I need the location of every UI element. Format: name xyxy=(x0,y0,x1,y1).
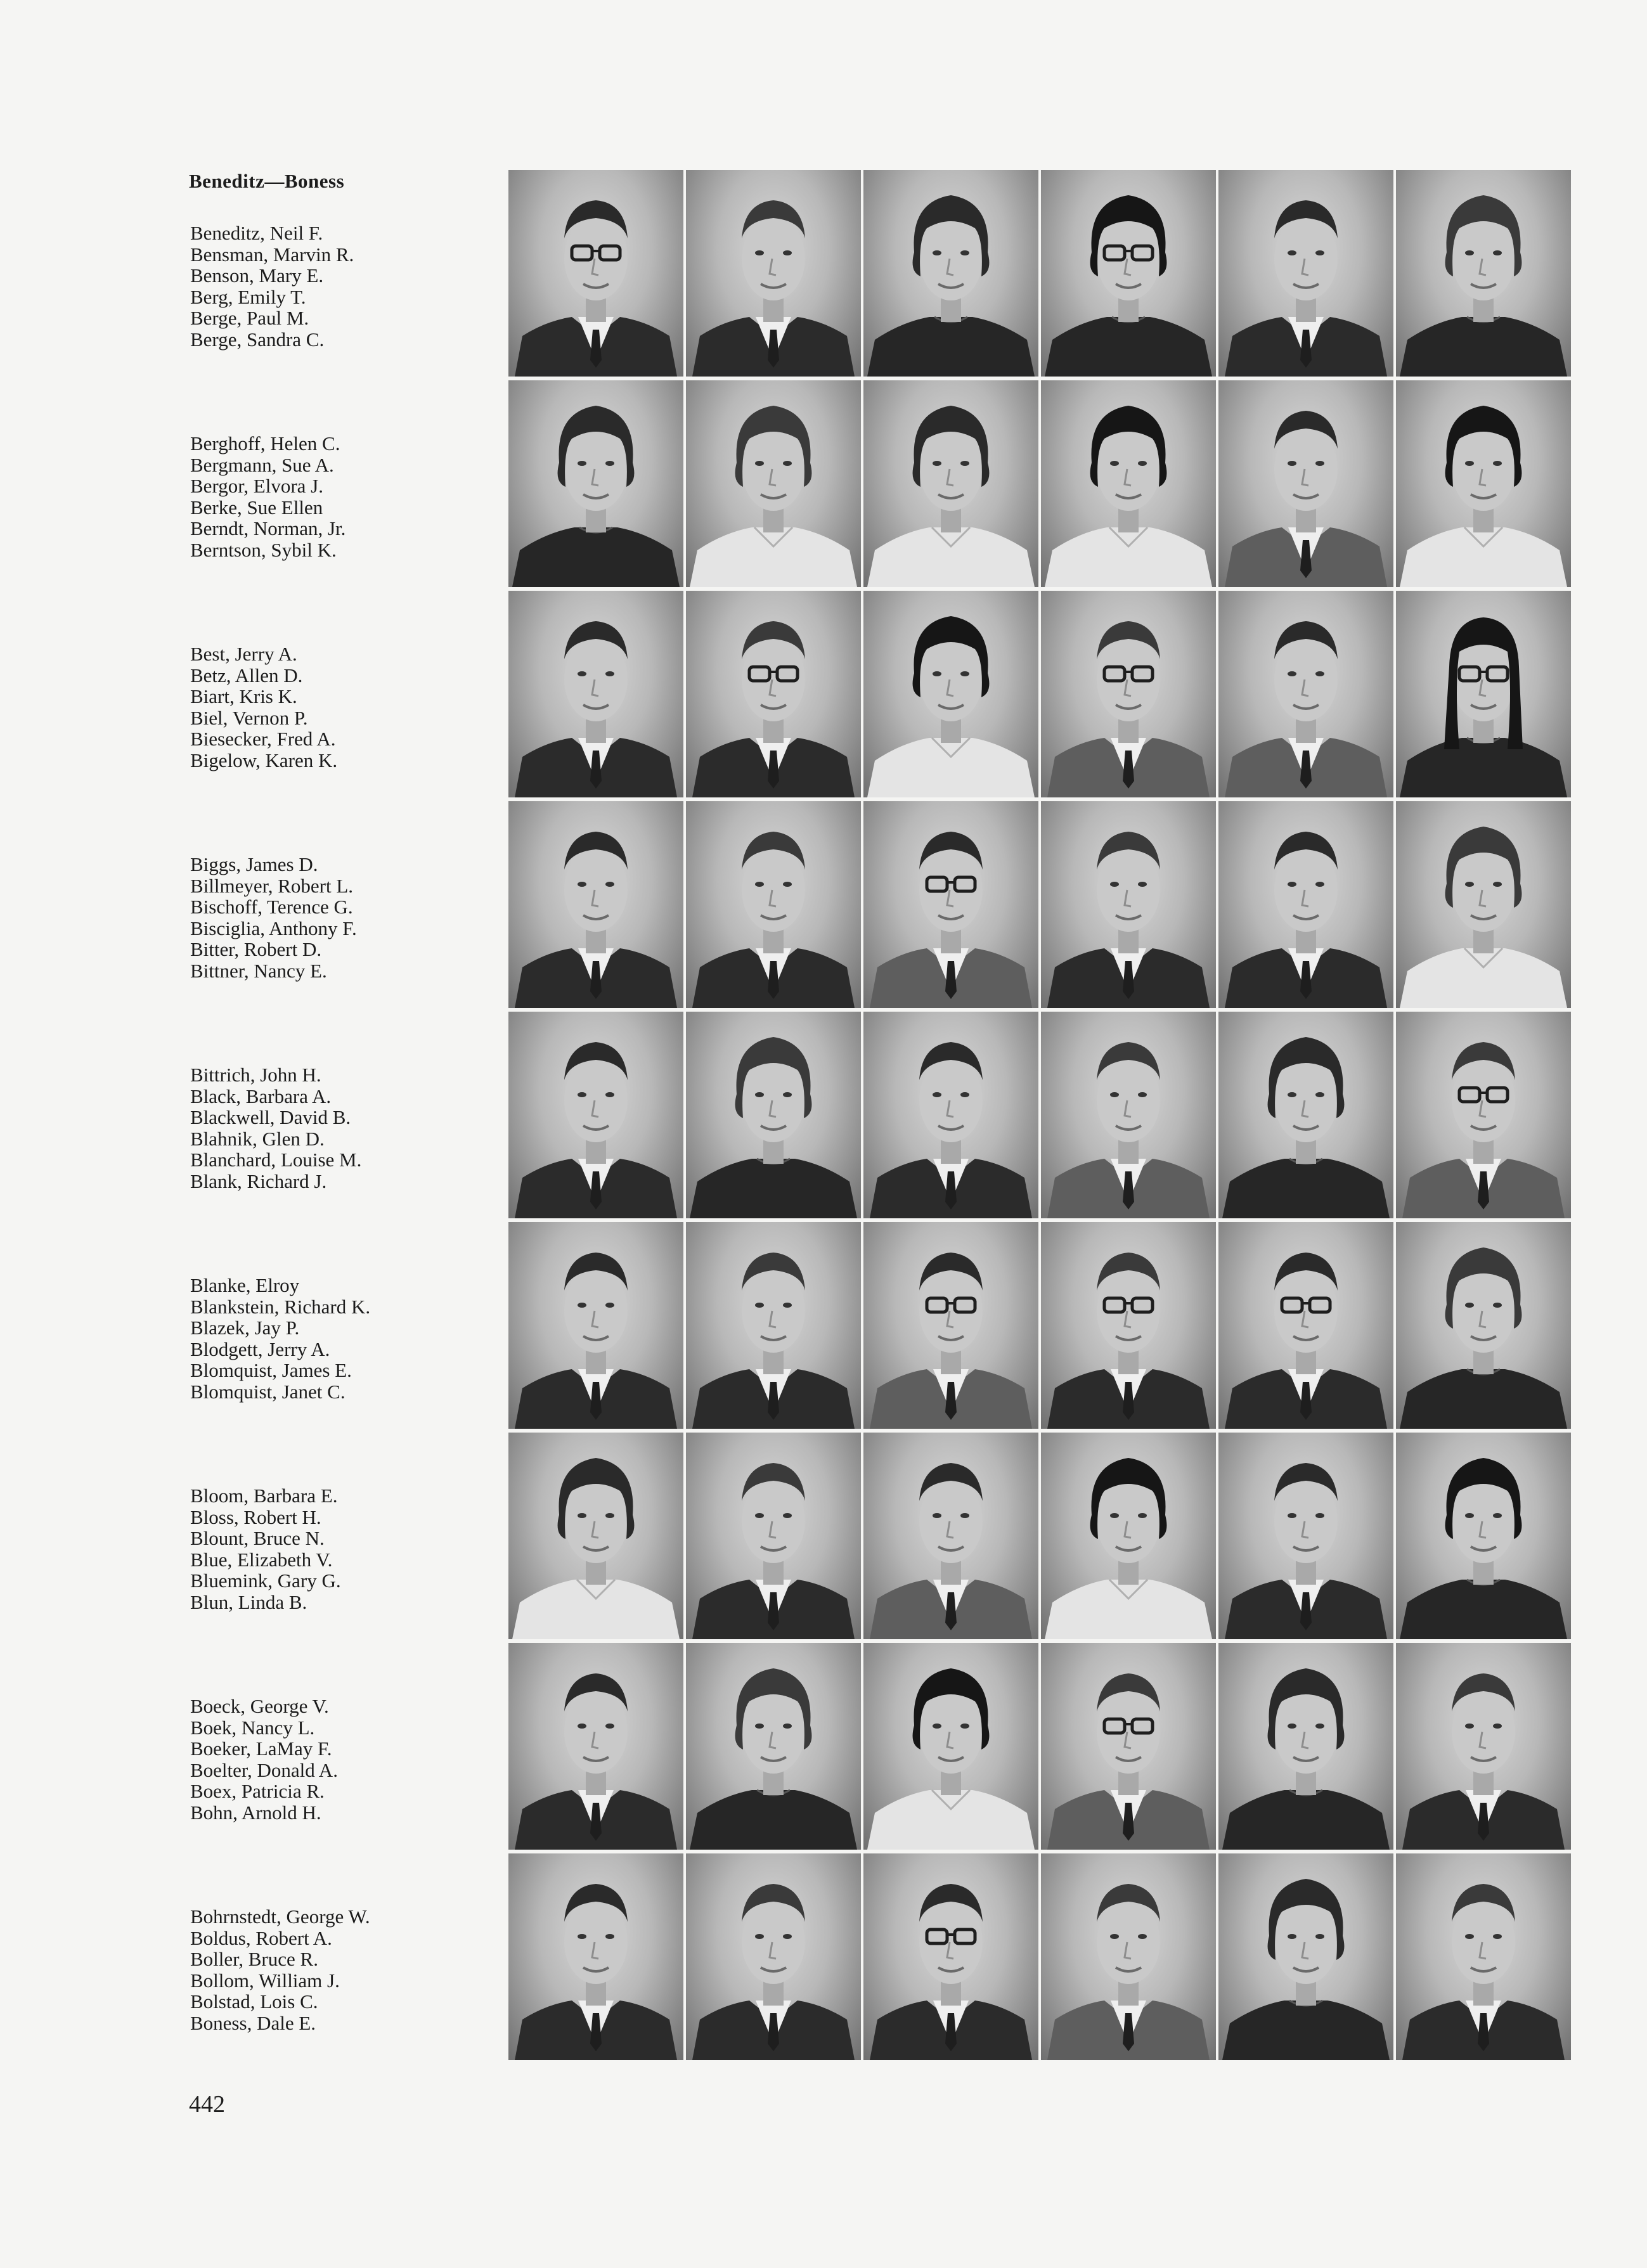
student-name: Best, Jerry A. xyxy=(190,643,297,665)
student-name: Blanchard, Louise M. xyxy=(190,1149,362,1171)
name-group xyxy=(190,222,507,350)
student-name: Bittner, Nancy E. xyxy=(190,959,327,982)
student-portrait xyxy=(863,1643,1038,1850)
student-portrait xyxy=(508,1222,683,1429)
student-name: Biesecker, Fred A. xyxy=(190,728,336,750)
student-portrait xyxy=(508,801,683,1008)
student-name: Blodgett, Jerry A. xyxy=(190,1337,330,1360)
student-name: Bittrich, John H. xyxy=(190,1064,321,1086)
student-portrait xyxy=(686,1853,861,2060)
student-name: Blankstein, Richard K. xyxy=(190,1295,371,1318)
student-name: Berke, Sue Ellen xyxy=(190,496,323,519)
student-name: Berge, Sandra C. xyxy=(190,328,325,351)
student-portrait xyxy=(686,170,861,377)
student-name: Boller, Bruce R. xyxy=(190,1948,318,1970)
student-name: Bensman, Marvin R. xyxy=(190,243,354,266)
student-name: Bergor, Elvora J. xyxy=(190,475,323,497)
student-portrait xyxy=(1041,591,1216,797)
student-name: Berndt, Norman, Jr. xyxy=(190,517,346,539)
student-name: Biart, Kris K. xyxy=(190,685,297,707)
student-portrait xyxy=(863,1012,1038,1218)
student-portrait xyxy=(863,170,1038,377)
student-portrait xyxy=(1396,1433,1571,1639)
student-portrait xyxy=(863,591,1038,797)
student-name: Bergmann, Sue A. xyxy=(190,453,334,476)
student-portrait xyxy=(1041,1222,1216,1429)
student-portrait xyxy=(1396,1012,1571,1218)
student-name: Bitter, Robert D. xyxy=(190,938,322,960)
student-name: Benson, Mary E. xyxy=(190,264,324,287)
student-portrait xyxy=(1041,1012,1216,1218)
student-name: Blue, Elizabeth V. xyxy=(190,1548,333,1571)
student-portrait xyxy=(508,591,683,797)
student-portrait xyxy=(686,801,861,1008)
student-name: Betz, Allen D. xyxy=(190,664,303,686)
student-portrait xyxy=(1218,1222,1393,1429)
student-portrait xyxy=(1396,1222,1571,1429)
student-portrait xyxy=(863,1222,1038,1429)
student-name: Biggs, James D. xyxy=(190,853,318,875)
student-portrait xyxy=(1218,801,1393,1008)
student-name: Berge, Paul M. xyxy=(190,307,309,329)
student-name: Blount, Bruce N. xyxy=(190,1527,325,1549)
student-portrait xyxy=(1396,380,1571,587)
name-group xyxy=(190,854,507,981)
student-name: Bloss, Robert H. xyxy=(190,1505,321,1528)
student-portrait xyxy=(1041,1853,1216,2060)
student-name: Bloom, Barbara E. xyxy=(190,1485,338,1507)
student-portrait xyxy=(1396,170,1571,377)
student-name: Blackwell, David B. xyxy=(190,1106,351,1128)
student-name: Billmeyer, Robert L. xyxy=(190,874,354,897)
student-portrait xyxy=(508,380,683,587)
portrait-row xyxy=(508,170,1575,377)
student-name: Boek, Nancy L. xyxy=(190,1716,315,1739)
student-name: Blank, Richard J. xyxy=(190,1169,327,1192)
student-portrait xyxy=(508,1853,683,2060)
student-name: Bigelow, Karen K. xyxy=(190,749,338,771)
portrait-row xyxy=(508,1433,1575,1639)
student-portrait xyxy=(1396,591,1571,797)
student-name: Boex, Patricia R. xyxy=(190,1780,325,1802)
student-portrait xyxy=(1041,170,1216,377)
student-name: Boeker, LaMay F. xyxy=(190,1737,332,1760)
name-group xyxy=(190,1275,507,1402)
portrait-row xyxy=(508,1012,1575,1218)
student-portrait xyxy=(1041,380,1216,587)
student-name: Boldus, Robert A. xyxy=(190,1926,332,1949)
page-number: 442 xyxy=(189,2091,225,2118)
student-portrait xyxy=(686,1433,861,1639)
student-portrait xyxy=(686,591,861,797)
portrait-row xyxy=(508,801,1575,1008)
student-name: Blanke, Elroy xyxy=(190,1274,300,1296)
student-portrait xyxy=(863,1853,1038,2060)
student-name: Boelter, Donald A. xyxy=(190,1758,338,1781)
student-portrait xyxy=(863,801,1038,1008)
student-name: Blun, Linda B. xyxy=(190,1590,307,1613)
student-portrait xyxy=(863,380,1038,587)
student-name: Berg, Emily T. xyxy=(190,285,306,308)
student-portrait xyxy=(1218,1433,1393,1639)
student-name: Bluemink, Gary G. xyxy=(190,1569,341,1592)
student-name: Boness, Dale E. xyxy=(190,2011,316,2034)
student-name: Blomquist, Janet C. xyxy=(190,1380,346,1403)
portrait-row xyxy=(508,1222,1575,1429)
student-name: Bohn, Arnold H. xyxy=(190,1801,321,1824)
student-name: Bischoff, Terence G. xyxy=(190,896,353,918)
student-portrait xyxy=(1041,801,1216,1008)
student-portrait xyxy=(1218,1012,1393,1218)
student-portrait xyxy=(508,1012,683,1218)
student-portrait xyxy=(863,1433,1038,1639)
name-group xyxy=(190,1696,507,1823)
student-portrait xyxy=(1218,170,1393,377)
student-name: Boeck, George V. xyxy=(190,1695,329,1717)
name-group xyxy=(190,433,507,560)
student-name: Blahnik, Glen D. xyxy=(190,1127,325,1150)
student-name: Berghoff, Helen C. xyxy=(190,432,340,454)
student-portrait xyxy=(1218,380,1393,587)
student-name: Bohrnstedt, George W. xyxy=(190,1905,370,1928)
student-portrait xyxy=(508,170,683,377)
student-name: Black, Barbara A. xyxy=(190,1085,332,1107)
name-group xyxy=(190,1906,507,2033)
student-name: Bolstad, Lois C. xyxy=(190,1990,318,2013)
student-portrait xyxy=(508,1433,683,1639)
student-name: Blomquist, James E. xyxy=(190,1359,352,1381)
student-portrait xyxy=(508,1643,683,1850)
student-name: Blazek, Jay P. xyxy=(190,1317,300,1339)
running-head: Beneditz—Boness xyxy=(189,170,345,192)
portrait-row xyxy=(508,1643,1575,1850)
student-name: Biel, Vernon P. xyxy=(190,706,308,729)
student-portrait xyxy=(686,1222,861,1429)
student-name: Beneditz, Neil F. xyxy=(190,222,323,244)
student-portrait xyxy=(1218,1643,1393,1850)
portrait-row xyxy=(508,1853,1575,2060)
portrait-grid xyxy=(508,170,1575,2078)
student-portrait xyxy=(1396,1853,1571,2060)
student-portrait xyxy=(686,1012,861,1218)
portrait-row xyxy=(508,591,1575,797)
student-name: Bollom, William J. xyxy=(190,1969,340,1992)
student-portrait xyxy=(1396,801,1571,1008)
student-portrait xyxy=(686,380,861,587)
student-name: Berntson, Sybil K. xyxy=(190,538,337,561)
portrait-row xyxy=(508,380,1575,587)
student-name: Bisciglia, Anthony F. xyxy=(190,917,357,939)
student-portrait xyxy=(1218,591,1393,797)
student-portrait xyxy=(686,1643,861,1850)
name-group xyxy=(190,1064,507,1192)
name-group xyxy=(190,1485,507,1613)
student-portrait xyxy=(1396,1643,1571,1850)
student-portrait xyxy=(1218,1853,1393,2060)
student-portrait xyxy=(1041,1643,1216,1850)
student-portrait xyxy=(1041,1433,1216,1639)
name-group xyxy=(190,643,507,771)
